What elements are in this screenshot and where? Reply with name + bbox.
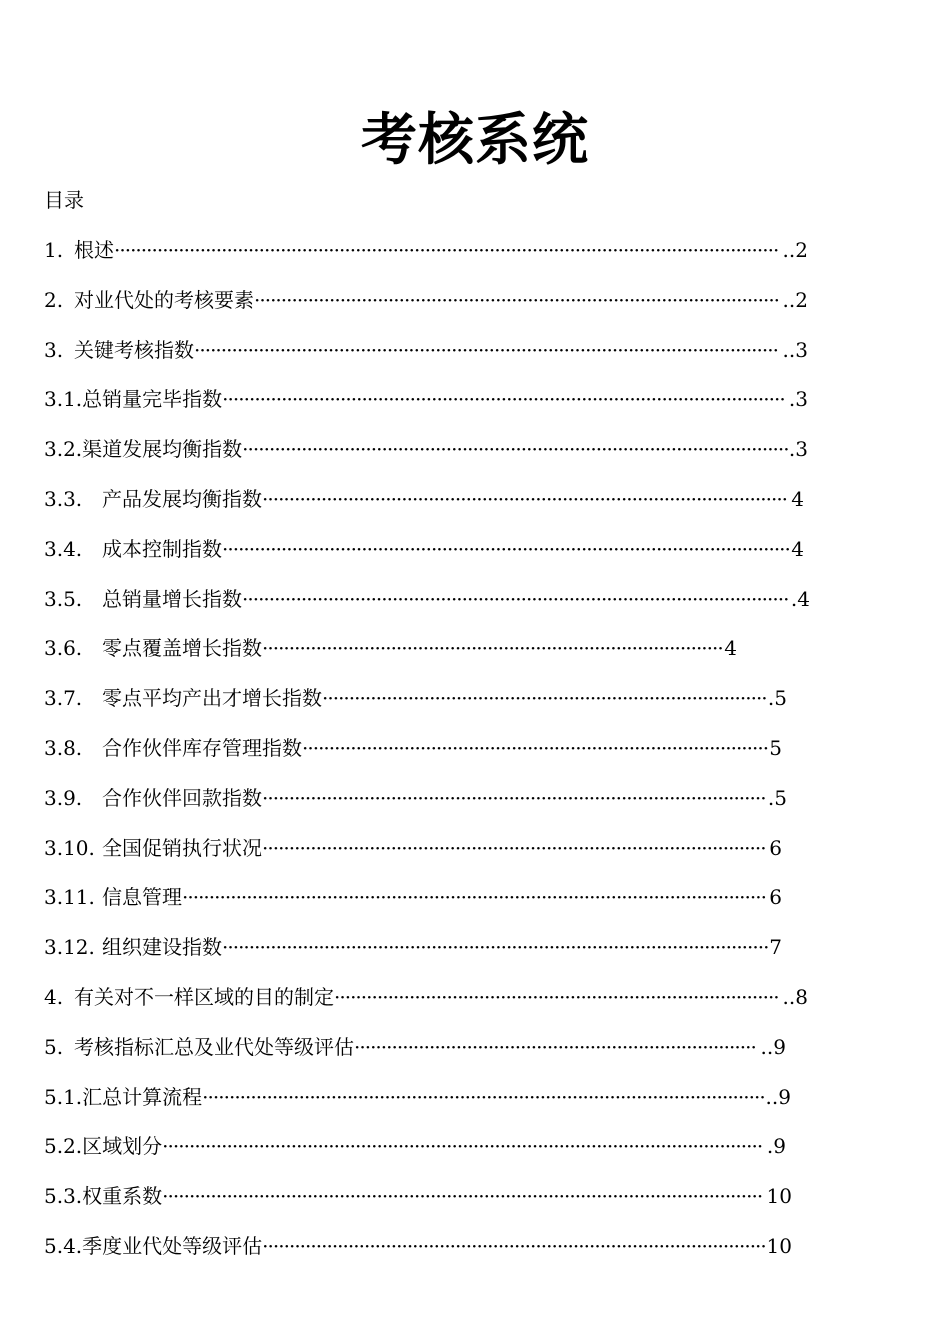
toc-entry[interactable] xyxy=(44,883,844,933)
toc-entry[interactable] xyxy=(44,933,844,983)
toc-heading: 目录 xyxy=(44,188,84,212)
toc-entry-number: 4. xyxy=(44,984,64,1009)
toc-entry-number: 2. xyxy=(44,287,64,312)
toc-entry-page-number: ..9 xyxy=(760,1034,786,1059)
toc-entry-page-number: ..9 xyxy=(765,1084,791,1109)
toc-leader-dots: ···························································································································· xyxy=(114,238,779,262)
toc-entry[interactable] xyxy=(44,734,844,784)
toc-entry-page-number: 6 xyxy=(769,835,782,860)
toc-entry-label: 成本控制指数 xyxy=(102,536,222,561)
toc-leader-dots: ······································································································ xyxy=(222,935,769,960)
toc-entry[interactable] xyxy=(44,1182,844,1232)
toc-entry-number: 3.11. xyxy=(44,885,95,910)
toc-entry[interactable] xyxy=(44,435,844,485)
toc-entry-number: 1. xyxy=(44,238,64,262)
toc-entry[interactable] xyxy=(44,983,844,1033)
toc-entry-label: 信息管理 xyxy=(102,885,182,910)
toc-entry-label: 有关对不一样区域的目的制定 xyxy=(74,984,334,1009)
toc-entry[interactable] xyxy=(44,1232,844,1282)
toc-entry[interactable] xyxy=(44,485,844,535)
toc-entry-label: 关键考核指数 xyxy=(74,337,194,362)
toc-entry-label: 考核指标汇总及业代处等级评估 xyxy=(74,1034,354,1059)
toc-entry-label: 全国促销执行状况 xyxy=(102,835,262,860)
toc-entry-number: 5. xyxy=(44,1034,64,1059)
toc-entry-page-number: 5 xyxy=(769,735,782,760)
toc-leader-dots: ······························································································ xyxy=(262,785,766,810)
toc-entry-page-number: 4 xyxy=(791,536,804,561)
toc-entry-number: 5.4. xyxy=(44,1233,83,1258)
toc-leader-dots: ·········································································································· xyxy=(222,536,790,561)
toc-entry-page-number: .3 xyxy=(788,387,808,412)
toc-leader-dots: ··········································································· xyxy=(354,1034,756,1059)
toc-entry-label: 合作伙伴回款指数 xyxy=(102,785,262,810)
toc-entry-label: 季度业代处等级评估 xyxy=(82,1233,263,1258)
toc-leader-dots: ······························································································ xyxy=(262,1233,766,1258)
toc-entry-label: 总销量增长指数 xyxy=(102,586,242,611)
toc-leader-dots: ··················································································· xyxy=(334,984,779,1009)
toc-leader-dots: ······················································································ xyxy=(262,636,723,661)
toc-entry[interactable] xyxy=(44,784,844,834)
document-title: 考核系统 xyxy=(361,107,589,173)
toc-entry[interactable] xyxy=(44,385,844,435)
toc-entry[interactable] xyxy=(44,1083,844,1133)
table-of-contents xyxy=(44,236,844,1282)
toc-entry-page-number: 7 xyxy=(769,935,782,960)
toc-entry-number: 5.1. xyxy=(44,1084,83,1109)
toc-entry[interactable] xyxy=(44,535,844,585)
toc-leader-dots: ······························································································ xyxy=(262,835,766,860)
toc-entry[interactable] xyxy=(44,336,844,386)
toc-leader-dots: ············································································································· xyxy=(182,885,766,910)
toc-leader-dots: ············································································································· xyxy=(194,337,778,362)
toc-entry-label: 零点覆盖增长指数 xyxy=(102,636,262,661)
toc-entry-label: 汇总计算流程 xyxy=(82,1084,203,1109)
toc-entry-number: 3.5. xyxy=(44,586,83,611)
toc-entry-page-number: .9 xyxy=(766,1134,786,1159)
toc-entry-page-number: .5 xyxy=(767,686,787,711)
toc-entry[interactable] xyxy=(44,585,844,635)
toc-leader-dots: ······································································································ xyxy=(242,437,789,462)
toc-leader-dots: ········································································································· xyxy=(222,387,785,412)
toc-entry-number: 3.9. xyxy=(44,785,83,810)
toc-entry[interactable] xyxy=(44,684,844,734)
toc-entry[interactable] xyxy=(44,236,844,286)
toc-leader-dots: ················································································································ xyxy=(162,1134,763,1159)
toc-leader-dots: ·································································································· xyxy=(254,287,780,312)
toc-entry[interactable] xyxy=(44,834,844,884)
toc-leader-dots: ··················································································· xyxy=(322,686,767,711)
toc-entry-number: 5.2. xyxy=(44,1134,83,1159)
toc-leader-dots: ········································································································· xyxy=(202,1084,765,1109)
toc-entry-page-number: ..3 xyxy=(782,337,808,362)
toc-entry-page-number: 4 xyxy=(724,636,737,661)
toc-entry-number: 3.7. xyxy=(44,686,83,711)
toc-entry-page-number: ..2 xyxy=(782,238,808,262)
toc-entry-number: 3.2. xyxy=(44,437,83,462)
toc-leader-dots: ·································································································· xyxy=(262,486,788,511)
toc-entry-label: 对业代处的考核要素 xyxy=(74,287,254,312)
toc-entry-page-number: ..8 xyxy=(782,984,808,1009)
toc-entry-label: 组织建设指数 xyxy=(102,935,222,960)
toc-entry-number: 3.1. xyxy=(44,387,83,412)
toc-entry-number: 5.3. xyxy=(44,1184,83,1209)
toc-entry-page-number: .5 xyxy=(767,785,787,810)
toc-entry-page-number: 10 xyxy=(766,1184,792,1209)
toc-entry-label: 产品发展均衡指数 xyxy=(102,486,262,511)
toc-entry-number: 3.12. xyxy=(44,935,95,960)
toc-entry-label: 合作伙伴库存管理指数 xyxy=(102,735,302,760)
toc-entry-page-number: 4 xyxy=(791,486,804,511)
toc-leader-dots: ················································································································ xyxy=(162,1184,763,1209)
toc-entry-number: 3.4. xyxy=(44,536,83,561)
toc-entry-number: 3. xyxy=(44,337,64,362)
toc-entry-label: 权重系数 xyxy=(82,1184,163,1209)
toc-entry-page-number: 10 xyxy=(766,1233,792,1258)
toc-entry-label: 渠道发展均衡指数 xyxy=(82,437,243,462)
toc-entry-label: 根述 xyxy=(74,238,114,262)
toc-leader-dots: ······································································································ xyxy=(242,586,789,611)
toc-entry[interactable] xyxy=(44,286,844,336)
toc-entry-number: 3.6. xyxy=(44,636,83,661)
toc-entry-page-number: .3 xyxy=(788,437,808,462)
toc-entry[interactable] xyxy=(44,1033,844,1083)
toc-entry-number: 3.8. xyxy=(44,735,83,760)
toc-entry[interactable] xyxy=(44,634,844,684)
toc-entry-page-number: 6 xyxy=(769,885,782,910)
toc-entry-number: 3.10. xyxy=(44,835,95,860)
toc-entry-label: 零点平均产出才增长指数 xyxy=(102,686,322,711)
toc-entry-page-number: ..2 xyxy=(782,287,808,312)
toc-entry[interactable] xyxy=(44,1132,844,1182)
toc-leader-dots: ······················································································· xyxy=(302,735,769,760)
toc-entry-label: 区域划分 xyxy=(82,1134,163,1159)
toc-entry-label: 总销量完毕指数 xyxy=(82,387,223,412)
toc-entry-page-number: .4 xyxy=(790,586,810,611)
toc-entry-number: 3.3. xyxy=(44,486,83,511)
